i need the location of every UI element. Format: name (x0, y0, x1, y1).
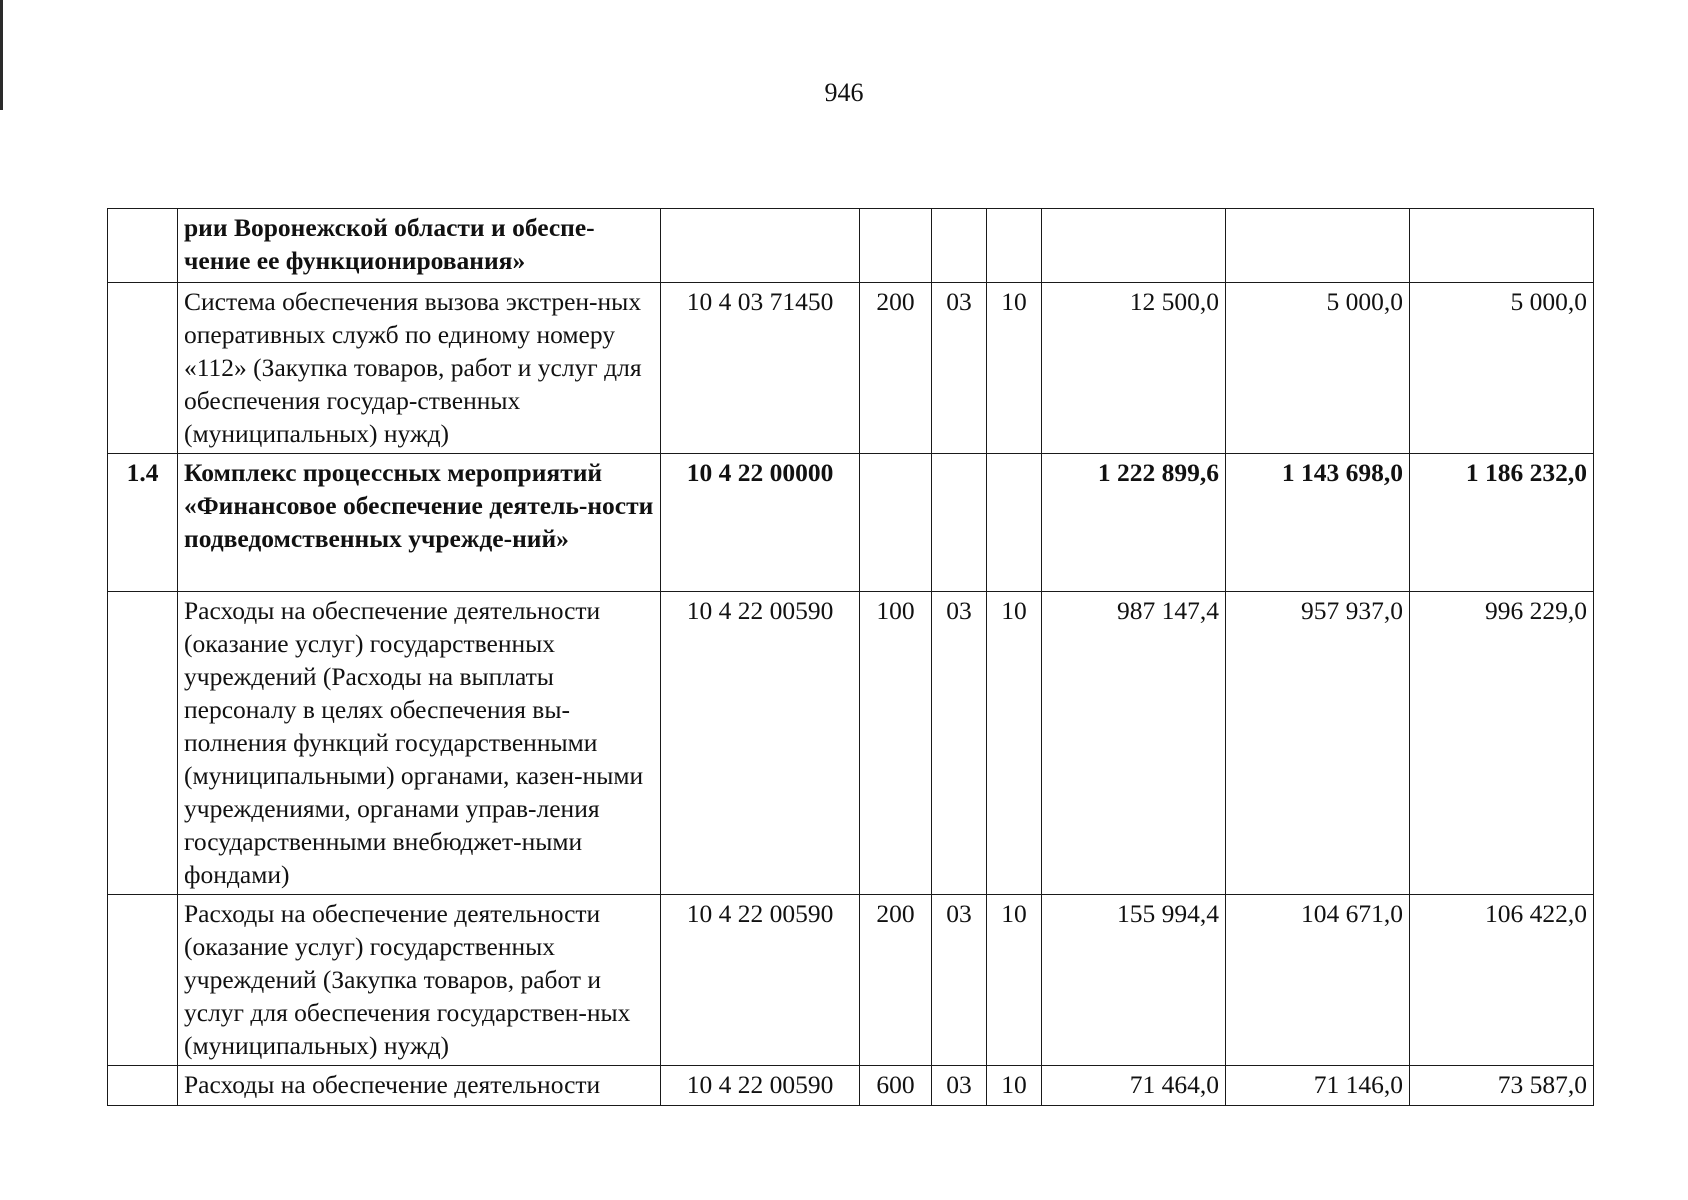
row-amount-year3: 5 000,0 (1410, 283, 1594, 454)
row-name: Расходы на обеспечение деятельности (оказание услуг) государственных учреждений (Расходы на выплаты персоналу в целях обеспечения вы-полнения функций государственными (муниципальными) органами, казен-ными учреждениями, органами управ-ления государственными внебюджет-ными фондами) (178, 592, 661, 895)
row-amount-year2: 71 146,0 (1226, 1066, 1410, 1106)
row-target-code: 10 4 03 71450 (661, 283, 860, 454)
row-name: рии Воронежской области и обеспе-чение ее функционирования» (178, 209, 661, 283)
row-amount-year3: 996 229,0 (1410, 592, 1594, 895)
row-section: 03 (932, 895, 987, 1066)
row-amount-year2: 5 000,0 (1226, 283, 1410, 454)
row-amount-year2: 1 143 698,0 (1226, 454, 1410, 592)
row-expense-type (860, 209, 932, 283)
row-section: 03 (932, 283, 987, 454)
row-number (108, 592, 178, 895)
row-target-code (661, 209, 860, 283)
row-number (108, 895, 178, 1066)
row-subsection: 10 (987, 895, 1042, 1066)
row-amount-year1: 71 464,0 (1042, 1066, 1226, 1106)
row-amount-year2: 104 671,0 (1226, 895, 1410, 1066)
row-name: Расходы на обеспечение деятельности (оказание услуг) государственных учреждений (Закупка товаров, работ и услуг для обеспечения государствен-ных (муниципальных) нужд) (178, 895, 661, 1066)
row-amount-year1: 12 500,0 (1042, 283, 1226, 454)
table-row (108, 209, 1594, 283)
table-row (108, 454, 1594, 592)
row-section: 03 (932, 1066, 987, 1106)
row-section: 03 (932, 592, 987, 895)
row-name: Расходы на обеспечение деятельности (178, 1066, 661, 1106)
row-amount-year1 (1042, 209, 1226, 283)
row-name: Комплекс процессных мероприятий «Финансовое обеспечение деятель-ности подведомственных учрежде-ний» (178, 454, 661, 592)
row-amount-year1: 987 147,4 (1042, 592, 1226, 895)
row-number (108, 1066, 178, 1106)
row-subsection: 10 (987, 1066, 1042, 1106)
row-expense-type: 200 (860, 895, 932, 1066)
row-target-code: 10 4 22 00590 (661, 592, 860, 895)
row-amount-year3: 73 587,0 (1410, 1066, 1594, 1106)
row-amount-year3: 106 422,0 (1410, 895, 1594, 1066)
row-amount-year3: 1 186 232,0 (1410, 454, 1594, 592)
row-section (932, 454, 987, 592)
row-number (108, 283, 178, 454)
row-name: Система обеспечения вызова экстрен-ных оперативных служб по единому номеру «112» (Закупка товаров, работ и услуг для обеспечения государ-ственных (муниципальных) нужд) (178, 283, 661, 454)
row-expense-type: 200 (860, 283, 932, 454)
row-target-code: 10 4 22 00590 (661, 1066, 860, 1106)
row-expense-type (860, 454, 932, 592)
table-row (108, 592, 1594, 895)
row-section (932, 209, 987, 283)
row-amount-year1: 155 994,4 (1042, 895, 1226, 1066)
budget-table (107, 208, 1594, 1106)
row-subsection: 10 (987, 283, 1042, 454)
row-number (108, 209, 178, 283)
row-expense-type: 600 (860, 1066, 932, 1106)
row-target-code: 10 4 22 00000 (661, 454, 860, 592)
row-amount-year2: 957 937,0 (1226, 592, 1410, 895)
row-target-code: 10 4 22 00590 (661, 895, 860, 1066)
table-row (108, 283, 1594, 454)
row-subsection (987, 209, 1042, 283)
row-amount-year3 (1410, 209, 1594, 283)
row-expense-type: 100 (860, 592, 932, 895)
table-row (108, 895, 1594, 1066)
row-subsection: 10 (987, 592, 1042, 895)
row-amount-year1: 1 222 899,6 (1042, 454, 1226, 592)
row-number: 1.4 (108, 454, 178, 592)
row-amount-year2 (1226, 209, 1410, 283)
page-number: 946 (824, 78, 864, 107)
table-row (108, 1066, 1594, 1106)
row-subsection (987, 454, 1042, 592)
